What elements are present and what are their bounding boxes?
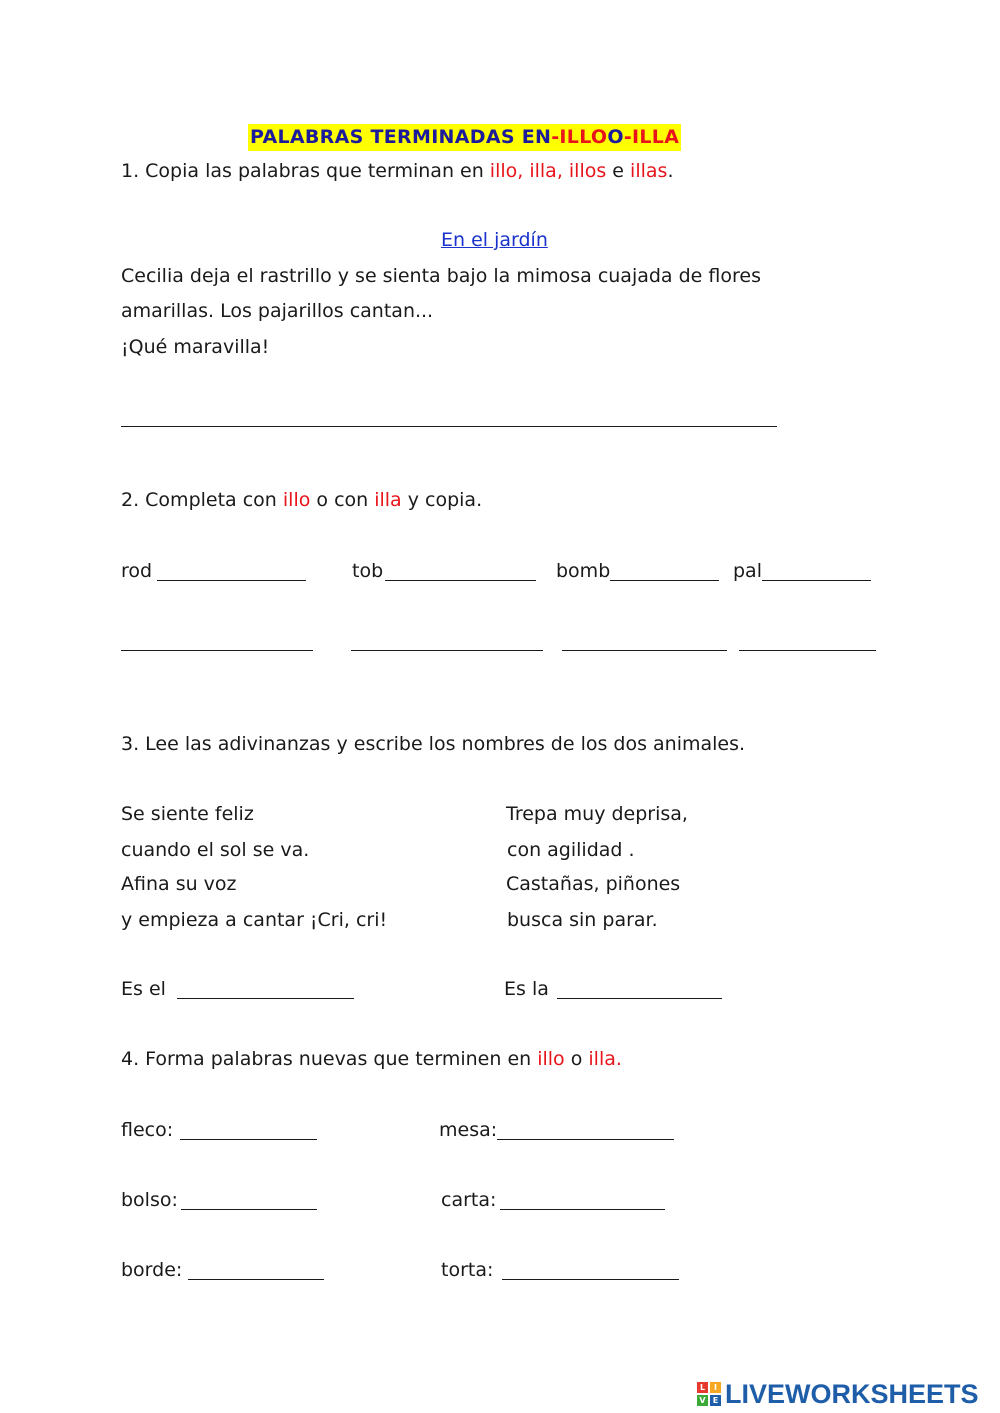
- blank-fleco[interactable]: [180, 1139, 317, 1140]
- page-title: PALABRAS TERMINADAS EN -ILLO O -ILLA: [248, 124, 681, 151]
- passage-line-1: Cecilia deja el rastrillo y se sienta bajo la mimosa cuajada de flores: [121, 265, 761, 287]
- word-carta: carta:: [441, 1189, 497, 1211]
- word-borde: borde:: [121, 1259, 183, 1281]
- riddle-right-line-2: con agilidad .: [507, 839, 635, 861]
- passage-title: En el jardín: [441, 229, 548, 251]
- stem-tob: tob: [352, 560, 384, 582]
- riddle-left-line-1: Se siente feliz: [121, 803, 254, 825]
- copy-line-1[interactable]: [121, 650, 313, 651]
- word-torta: torta:: [441, 1259, 494, 1281]
- riddle-left-line-4: y empieza a cantar ¡Cri, cri!: [121, 909, 388, 931]
- copy-line-4[interactable]: [739, 650, 876, 651]
- riddle-right-line-4: busca sin parar.: [507, 909, 658, 931]
- blank-torta[interactable]: [502, 1279, 679, 1280]
- word-fleco: fleco:: [121, 1119, 174, 1141]
- answer-right-label: Es la: [504, 978, 549, 1000]
- blank-tob[interactable]: [385, 580, 536, 581]
- blank-bolso[interactable]: [181, 1209, 317, 1210]
- logo-squares-icon: L I V E: [697, 1382, 721, 1406]
- word-bolso: bolso:: [121, 1189, 178, 1211]
- passage-line-3: ¡Qué maravilla!: [121, 336, 270, 358]
- question-2: 2. Completa con illo o con illa y copia.: [121, 489, 483, 511]
- blank-borde[interactable]: [188, 1279, 324, 1280]
- passage-line-2: amarillas. Los pajarillos cantan...: [121, 300, 434, 322]
- copy-line-2[interactable]: [351, 650, 543, 651]
- riddle-left-line-2: cuando el sol se va.: [121, 839, 310, 861]
- answer-right-blank[interactable]: [557, 998, 722, 999]
- blank-rod[interactable]: [157, 580, 306, 581]
- stem-bomb: bomb: [556, 560, 611, 582]
- question-4: 4. Forma palabras nuevas que terminen en illo o illa.: [121, 1048, 622, 1070]
- riddle-left-line-3: Afina su voz: [121, 873, 237, 895]
- stem-pal: pal: [733, 560, 762, 582]
- blank-bomb[interactable]: [610, 580, 719, 581]
- blank-mesa[interactable]: [497, 1139, 674, 1140]
- logo-text: LIVEWORKSHEETS: [725, 1378, 979, 1409]
- copy-line-3[interactable]: [562, 650, 727, 651]
- word-mesa: mesa:: [439, 1119, 498, 1141]
- blank-pal[interactable]: [762, 580, 871, 581]
- question-1: 1. Copia las palabras que terminan en illo, illa, illos e illas.: [121, 160, 674, 182]
- answer-line-q1[interactable]: [121, 426, 777, 427]
- riddle-right-line-1: Trepa muy deprisa,: [506, 803, 688, 825]
- stem-rod: rod: [121, 560, 153, 582]
- answer-left-blank[interactable]: [177, 998, 354, 999]
- question-3: 3. Lee las adivinanzas y escribe los nombres de los dos animales.: [121, 733, 746, 755]
- answer-left-label: Es el: [121, 978, 166, 1000]
- blank-carta[interactable]: [500, 1209, 665, 1210]
- liveworksheets-logo: [697, 1378, 979, 1410]
- riddle-right-line-3: Castañas, piñones: [506, 873, 681, 895]
